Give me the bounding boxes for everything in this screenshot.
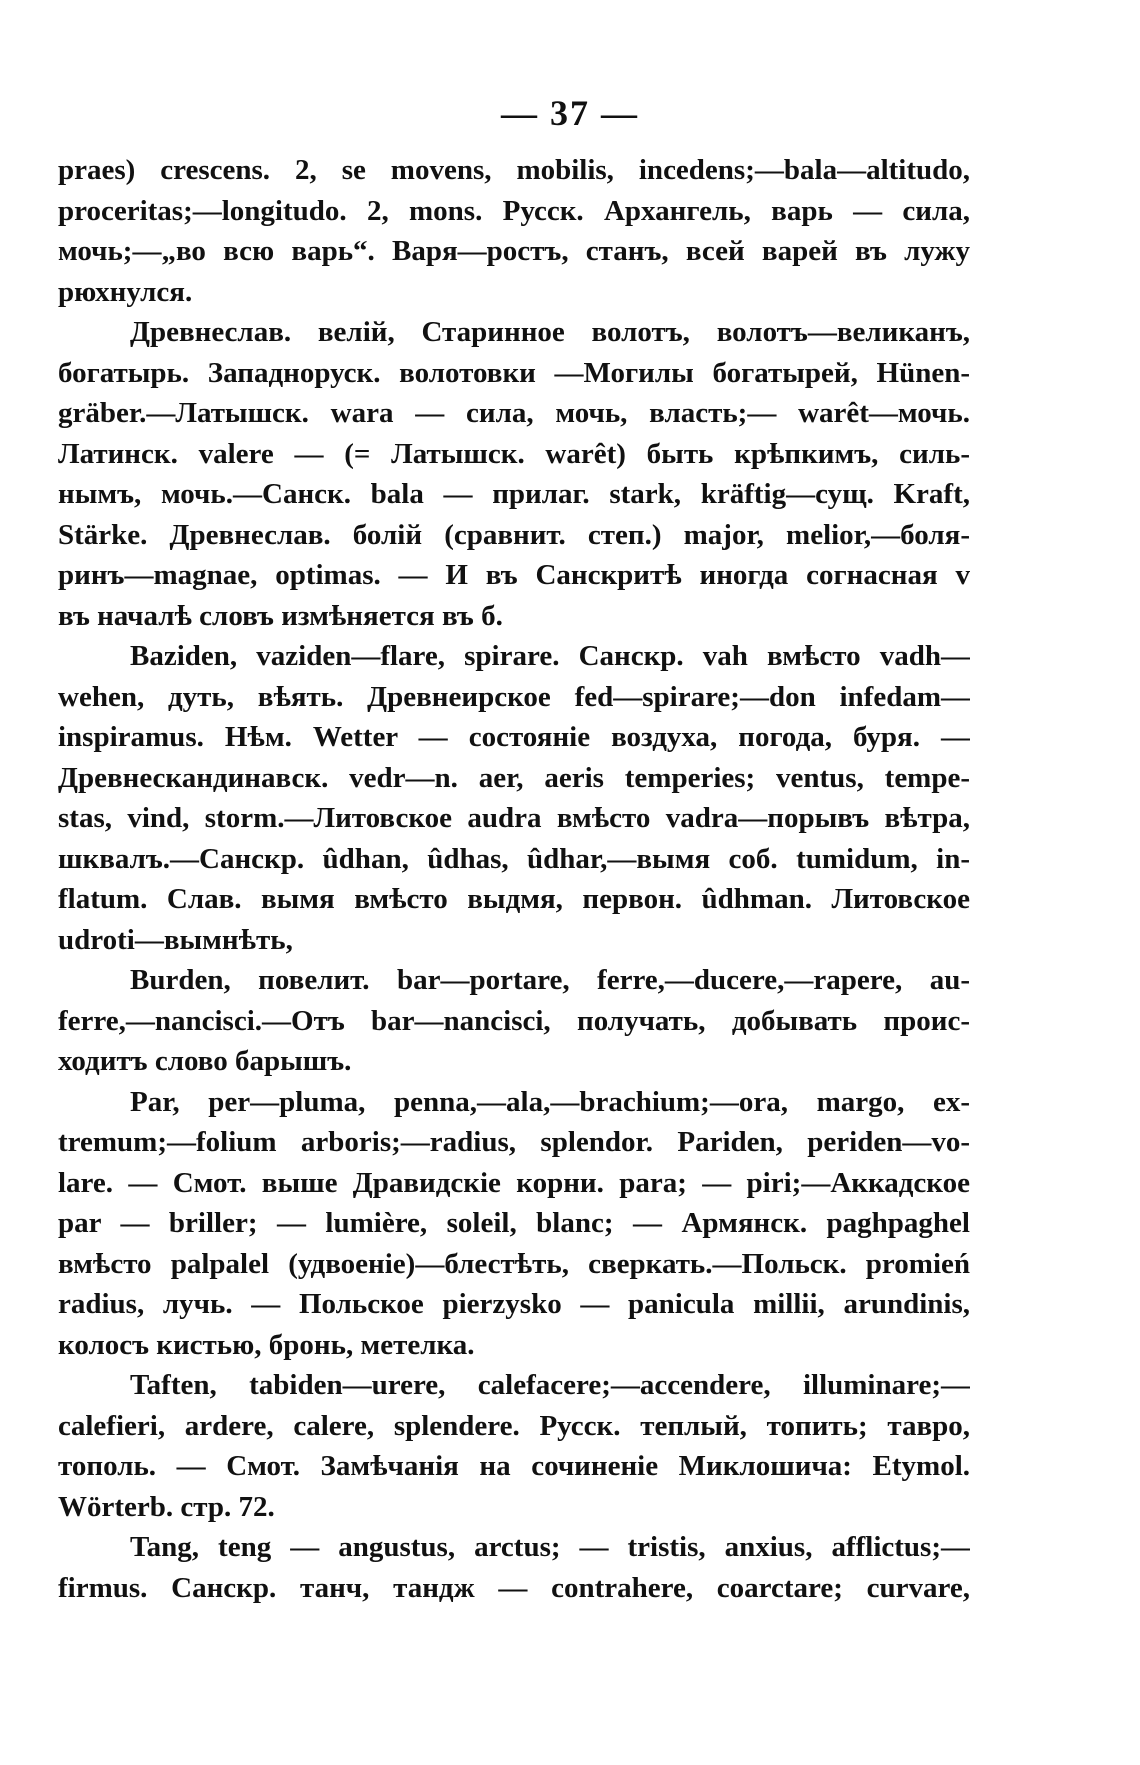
body-text xyxy=(58,150,970,1608)
text-line: Древнеслав. велій, Старинное волотъ, волотъ—великанъ, xyxy=(130,316,970,348)
text-line: tremum;—folium arboris;—radius, splendor. Pariden, periden—vo- xyxy=(58,1126,970,1158)
text-line: Wörterb. стр. 72. xyxy=(58,1490,275,1523)
text-line: wehen, дуть, вѣять. Древнеирское fed—spirare;—don infedam— xyxy=(58,680,970,713)
text-line: Baziden, vaziden—flare, spirare. Санскр. vah вмѣсто vadh— xyxy=(130,640,970,672)
text-line: вмѣсто palpalel (удвоеніе)—блестѣть, сверкать.—Польск. promień xyxy=(58,1247,970,1280)
text-line: par — briller; — lumière, soleil, blanc; — Армянск. paghpaghel xyxy=(58,1207,970,1239)
text-line: мочь;—„во всю варь“. Варя—ростъ, станъ, всей варей въ лужу xyxy=(58,235,970,267)
text-line: колосъ кистью, бронь, метелка. xyxy=(58,1328,475,1361)
text-line: gräber.—Латышск. wara — сила, мочь, власть;— warêt—мочь. xyxy=(58,397,970,429)
text-line: Tang, teng — angustus, arctus; — tristis, anxius, afflictus;— xyxy=(130,1531,970,1563)
text-line: firmus. Санскр. танч, тандж — contrahere, coarctare; curvare, xyxy=(58,1571,970,1604)
text-line: udroti—вымнѣть, xyxy=(58,923,293,956)
text-line: lare. — Смот. выше Дравидскіе корни. para; — piri;—Аккадское xyxy=(58,1166,970,1199)
text-line: proceritas;—longitudo. 2, mons. Русск. Архангель, варь — сила, xyxy=(58,194,970,227)
text-line: Stärke. Древнеслав. болій (сравнит. степ.) major, melior,—боля- xyxy=(58,518,970,551)
text-line: praes) crescens. 2, se movens, mobilis, incedens;—bala—altitudo, xyxy=(58,154,970,186)
text-line: ходитъ слово барышъ. xyxy=(58,1045,352,1077)
text-line: рюхнулся. xyxy=(58,275,193,308)
text-line: Par, per—pluma, penna,—ala,—brachium;—ora, margo, ex- xyxy=(130,1085,970,1118)
text-line: radius, лучь. — Польское pierzysko — panicula millii, arundinis, xyxy=(58,1288,970,1320)
text-line: inspiramus. Нѣм. Wetter — состояніе воздуха, погода, буря. — xyxy=(58,721,970,753)
page-number: — 37 — xyxy=(501,93,639,133)
text-line: Древнескандинавск. vedr—n. aer, aeris temperies; ventus, tempe- xyxy=(58,761,970,794)
text-line: ferre,—nancisci.—Отъ bar—nancisci, получать, добывать проис- xyxy=(58,1004,970,1037)
text-line: Taften, tabiden—urere, calefacere;—accendere, illuminare;— xyxy=(130,1369,970,1401)
text-line: тополь. — Смот. Замѣчанія на сочиненіе Миклошича: Etymol. xyxy=(58,1450,970,1482)
text-line: Burden, повелит. bar—portare, ferre,—ducere,—rapere, au- xyxy=(130,964,970,996)
text-line: въ началѣ словъ измѣняется въ б. xyxy=(58,599,503,632)
text-line: богатырь. Западноруск. волотовки —Могилы богатырей, Hünen- xyxy=(58,356,970,389)
text-line: stas, vind, storm.—Литовское audra вмѣсто vadra—порывъ вѣтра, xyxy=(58,802,970,834)
text-line: flatum. Слав. вымя вмѣсто выдмя, первон. ûdhman. Литовское xyxy=(58,883,970,915)
text-line: шквалъ.—Санскр. ûdhan, ûdhas, ûdhar,—вымя соб. tumidum, in- xyxy=(58,842,970,875)
text-line: ринъ—magnae, optimas. — И въ Санскритѣ иногда согнасная v xyxy=(58,559,970,591)
text-line: calefieri, ardere, calere, splendere. Русск. теплый, топить; тавро, xyxy=(58,1409,970,1442)
text-line: Латинск. valere — (= Латышск. warêt) быть крѣпкимъ, силь- xyxy=(58,437,970,470)
text-line: нымъ, мочь.—Санск. bala — прилаг. stark, kräftig—сущ. Kraft, xyxy=(58,478,970,510)
